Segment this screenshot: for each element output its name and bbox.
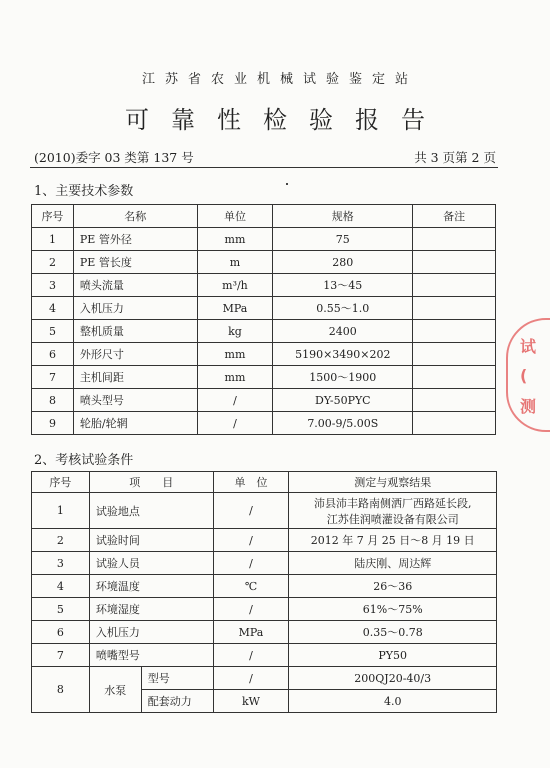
condition-result — [289, 552, 497, 575]
param-unit: MPa — [197, 297, 273, 320]
row-number: 7 — [32, 366, 74, 389]
param-note — [413, 274, 496, 297]
param-note — [413, 320, 496, 343]
param-name: 整机质量 — [73, 320, 197, 343]
table-row — [32, 412, 496, 435]
param-name: 喷头流量 — [73, 274, 197, 297]
test-conditions-table — [31, 471, 497, 713]
table-row — [32, 552, 497, 575]
table-row — [32, 228, 496, 251]
param-spec: DY-50PYC — [273, 389, 413, 412]
page-info: 共 3 页第 2 页 — [414, 150, 496, 165]
result-line: 26～36 — [373, 580, 413, 593]
row-number: 3 — [32, 274, 74, 297]
param-note — [413, 343, 496, 366]
result-line: 沛县沛丰路南侧洒厂西路延长段, — [313, 496, 472, 510]
condition-result — [289, 575, 497, 598]
param-unit: m³/h — [197, 274, 273, 297]
col-header: 单 位 — [213, 472, 289, 493]
table-row — [32, 667, 497, 690]
condition-result: 200QJ20-40/3 — [289, 667, 497, 690]
param-spec: 0.55～1.0 — [273, 297, 413, 320]
condition-unit: / — [213, 529, 289, 552]
row-number: 7 — [32, 644, 90, 667]
param-unit: kg — [197, 320, 273, 343]
tech-params-table — [31, 204, 496, 435]
col-header: 测定与观察结果 — [289, 472, 497, 493]
result-line: 陆庆刚、周达辉 — [354, 557, 432, 570]
param-spec: 7.00-9/5.00S — [273, 412, 413, 435]
table-row — [32, 575, 497, 598]
table-row — [32, 529, 497, 552]
condition-item: 试验时间 — [89, 529, 213, 552]
condition-unit: / — [213, 598, 289, 621]
param-spec: 5190×3490×202 — [273, 343, 413, 366]
param-unit: mm — [197, 343, 273, 366]
table-header-row — [32, 472, 497, 493]
condition-result: 4.0 — [289, 690, 497, 713]
param-spec: 13～45 — [273, 274, 413, 297]
condition-item: 入机压力 — [89, 621, 213, 644]
table-row — [32, 366, 496, 389]
col-header: 序号 — [32, 472, 90, 493]
condition-unit: kW — [213, 690, 289, 713]
row-number: 8 — [32, 389, 74, 412]
report-title: 可靠性检验报告 — [125, 106, 447, 134]
table-row — [32, 274, 496, 297]
official-stamp: 试 ( 测 — [506, 318, 550, 432]
condition-result — [289, 621, 497, 644]
row-number: 1 — [32, 493, 90, 529]
condition-item: 试验地点 — [89, 493, 213, 529]
scan-speck — [286, 183, 288, 185]
condition-item: 喷嘴型号 — [89, 644, 213, 667]
row-number: 2 — [32, 251, 74, 274]
pump-sub-item: 型号 — [141, 667, 213, 690]
condition-unit: / — [213, 493, 289, 529]
row-number: 6 — [32, 621, 90, 644]
row-number: 8 — [32, 667, 90, 713]
condition-item: 试验人员 — [89, 552, 213, 575]
param-name: 外形尺寸 — [73, 343, 197, 366]
col-header: 序号 — [32, 205, 74, 228]
row-number: 4 — [32, 297, 74, 320]
col-header: 备注 — [413, 205, 496, 228]
table-header-row — [32, 205, 496, 228]
section2-title: 2、考核试验条件 — [34, 453, 134, 468]
col-header: 单位 — [197, 205, 273, 228]
row-number: 5 — [32, 598, 90, 621]
condition-item: 环境湿度 — [89, 598, 213, 621]
condition-unit: / — [213, 552, 289, 575]
table-row — [32, 343, 496, 366]
condition-item: 环境温度 — [89, 575, 213, 598]
row-number: 3 — [32, 552, 90, 575]
table-row — [32, 621, 497, 644]
table-row — [32, 493, 497, 529]
param-name: 喷头型号 — [73, 389, 197, 412]
param-unit: / — [197, 389, 273, 412]
table-row — [32, 297, 496, 320]
organization-name: 江苏省农业机械试验鉴定站 — [141, 72, 418, 87]
param-name: PE 管外径 — [73, 228, 197, 251]
condition-unit: MPa — [213, 621, 289, 644]
param-spec: 2400 — [273, 320, 413, 343]
col-header: 规格 — [273, 205, 413, 228]
param-name: PE 管长度 — [73, 251, 197, 274]
condition-unit: ℃ — [213, 575, 289, 598]
table-row — [32, 644, 497, 667]
row-number: 2 — [32, 529, 90, 552]
condition-result — [289, 493, 497, 529]
table-row — [32, 598, 497, 621]
condition-result — [289, 529, 497, 552]
param-note — [413, 412, 496, 435]
param-note — [413, 251, 496, 274]
param-spec: 280 — [273, 251, 413, 274]
result-line: 江苏佳润喷灌设备有限公司 — [326, 512, 459, 526]
col-header: 项 目 — [89, 472, 213, 493]
param-unit: mm — [197, 228, 273, 251]
param-name: 主机间距 — [73, 366, 197, 389]
condition-result — [289, 644, 497, 667]
param-note — [413, 366, 496, 389]
result-line: 0.35～0.78 — [362, 626, 423, 639]
condition-result — [289, 598, 497, 621]
condition-unit: / — [213, 644, 289, 667]
param-spec: 75 — [273, 228, 413, 251]
param-unit: / — [197, 412, 273, 435]
header-rule — [30, 167, 498, 168]
table-row — [32, 389, 496, 412]
pump-group-label: 水泵 — [89, 667, 141, 713]
row-number: 5 — [32, 320, 74, 343]
row-number: 1 — [32, 228, 74, 251]
param-unit: m — [197, 251, 273, 274]
condition-unit: / — [213, 667, 289, 690]
table-row — [32, 320, 496, 343]
param-note — [413, 297, 496, 320]
param-unit: mm — [197, 366, 273, 389]
col-header: 名称 — [73, 205, 197, 228]
result-line: PY50 — [378, 648, 408, 662]
result-line: 61%～75% — [362, 603, 423, 616]
param-note — [413, 389, 496, 412]
row-number: 4 — [32, 575, 90, 598]
document-number: (2010)委字 03 类第 137 号 — [34, 150, 194, 165]
row-number: 6 — [32, 343, 74, 366]
pump-sub-item: 配套动力 — [141, 690, 213, 713]
result-line: 2012 年 7 月 25 日～8 月 19 日 — [310, 534, 475, 547]
param-name: 入机压力 — [73, 297, 197, 320]
param-name: 轮胎/轮辋 — [73, 412, 197, 435]
param-note — [413, 228, 496, 251]
row-number: 9 — [32, 412, 74, 435]
section1-title: 1、主要技术参数 — [34, 184, 134, 199]
table-row — [32, 251, 496, 274]
param-spec: 1500～1900 — [273, 366, 413, 389]
